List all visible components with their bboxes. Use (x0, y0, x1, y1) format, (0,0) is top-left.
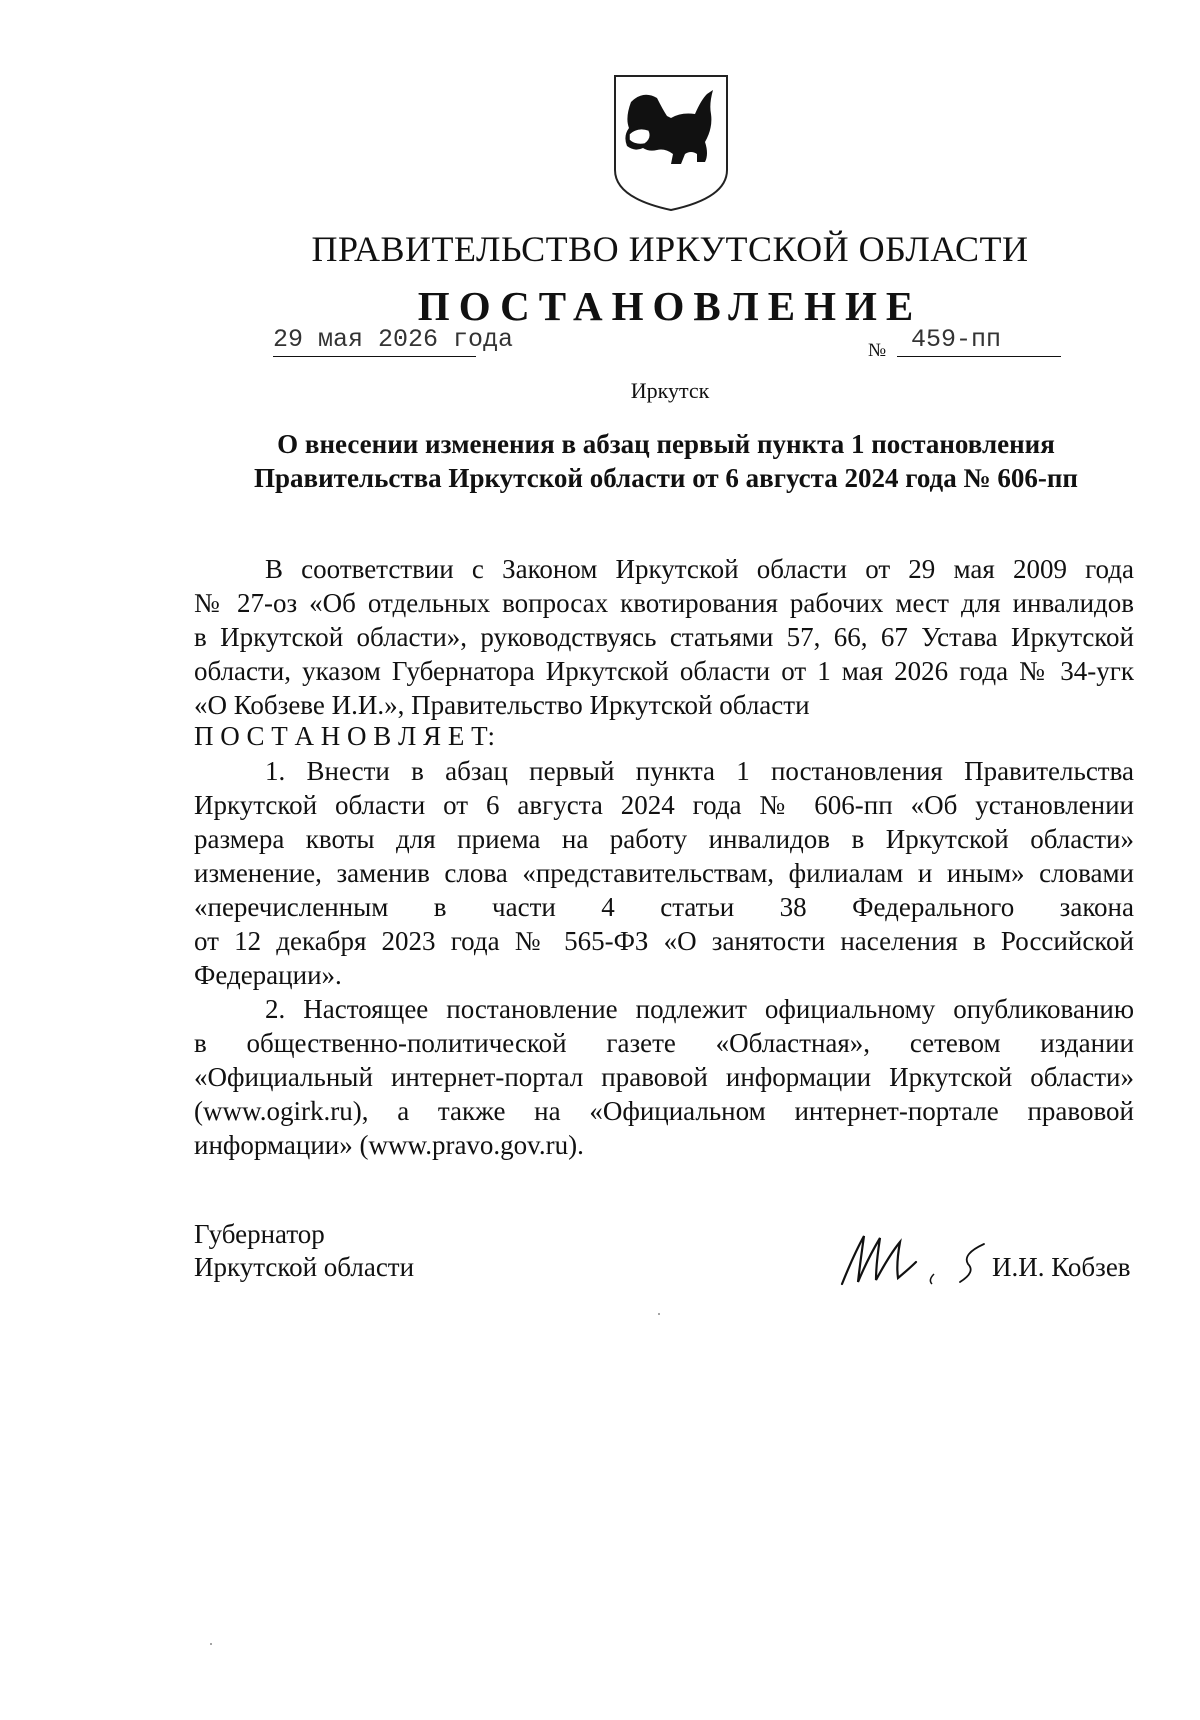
city-name: Иркутск (630, 378, 710, 403)
number-sign-label: № (868, 340, 887, 361)
preamble-line: в Иркутской области», руководствуясь статьями 57, 66, 67 Устава Иркутской (194, 622, 1134, 652)
signer-title: Губернатор (194, 1219, 325, 1249)
scan-speck (210, 1643, 212, 1645)
item-1-line: от 12 декабря 2023 года № 565-ФЗ «О занятости населения в Российской (194, 926, 1134, 956)
signer-name: И.И. Кобзев (992, 1252, 1131, 1282)
item-2-line: в общественно-политической газете «Областная», сетевом издании (194, 1028, 1134, 1058)
preamble-line: «О Кобзеве И.И.», Правительство Иркутской области (194, 690, 810, 720)
item-1-line: размера квоты для приема на работу инвалидов в Иркутской области» (194, 824, 1134, 854)
preamble-line: области, указом Губернатора Иркутской области от 1 мая 2026 года № 34-угк (194, 656, 1134, 686)
preamble-line: В соответствии с Законом Иркутской области от 29 мая 2009 года (265, 554, 1134, 584)
document-title: О внесении изменения в абзац первый пункта 1 постановления Правительства Иркутской области от 6 августа 2024 года № 606-пп (254, 429, 1078, 493)
document-number: 459-пп (897, 325, 1061, 357)
item-1-line: Федерации». (194, 960, 342, 990)
item-2-line: информации» (www.pravo.gov.ru). (194, 1130, 584, 1160)
organization-name: ПРАВИТЕЛЬСТВО ИРКУТСКОЙ ОБЛАСТИ (311, 229, 1029, 269)
coat-of-arms-icon (609, 70, 733, 214)
handwritten-signature-icon (834, 1224, 994, 1288)
scan-speck (658, 1313, 660, 1315)
preamble-line: № 27-оз «Об отдельных вопросах квотирования рабочих мест для инвалидов (194, 588, 1134, 618)
document-type: ПОСТАНОВЛЕНИЕ (417, 283, 923, 329)
item-2-line: 2. Настоящее постановление подлежит официальному опубликованию (265, 994, 1134, 1024)
item-1-line: изменение, заменив слова «представительствам, филиалам и иным» словами (194, 858, 1134, 888)
item-2-line: (www.ogirk.ru), а также на «Официальном интернет-портале правовой (194, 1096, 1134, 1126)
item-1-line: «перечисленным в части 4 статьи 38 Федерального закона (194, 892, 1134, 922)
item-1-line: 1. Внести в абзац первый пункта 1 постановления Правительства (265, 756, 1134, 786)
item-2-line: «Официальный интернет-портал правовой информации Иркутской области» (194, 1062, 1134, 1092)
resolves-word: П О С Т А Н О В Л Я Е Т: (194, 721, 496, 751)
signer-region: Иркутской области (194, 1252, 415, 1282)
item-1-line: Иркутской области от 6 августа 2024 года № 606-пп «Об установлении (194, 790, 1134, 820)
document-date: 29 мая 2026 года (273, 325, 476, 357)
